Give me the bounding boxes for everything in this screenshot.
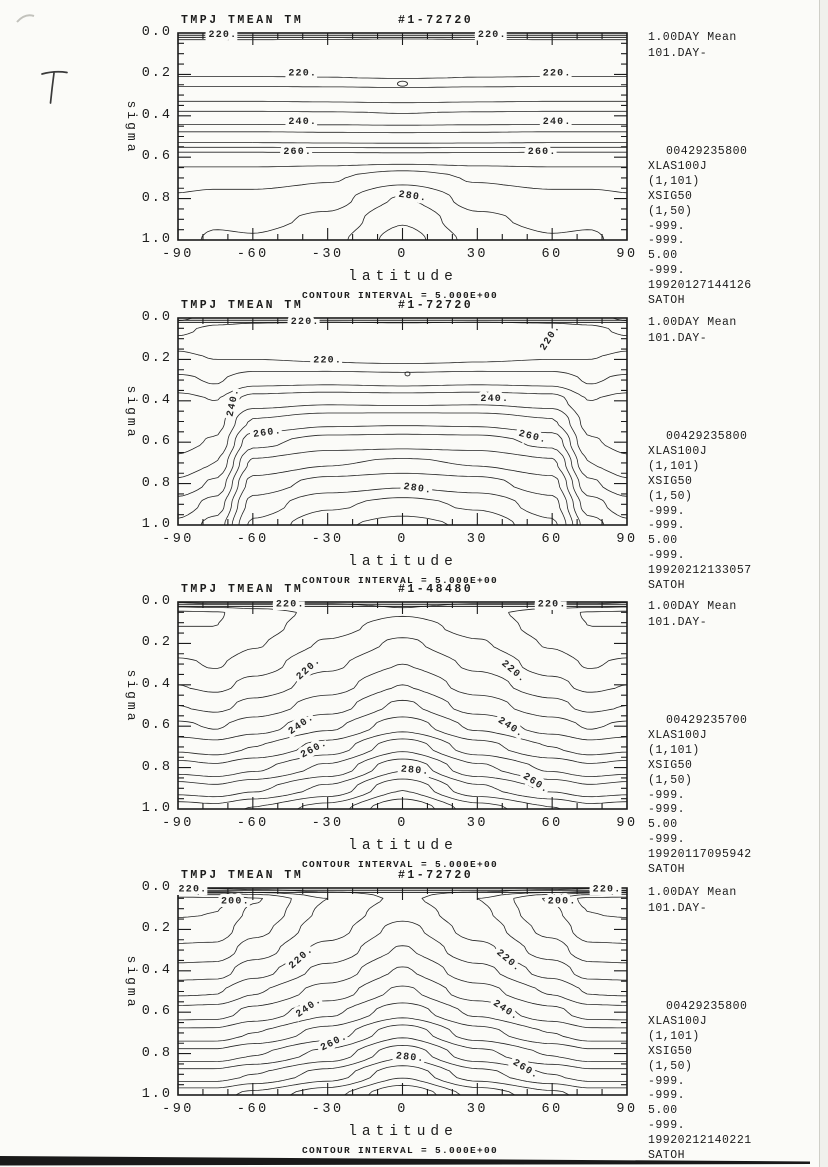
x-tick-label: -30 [311,532,344,547]
side-header-line: 1.00DAY Mean [648,600,737,613]
side-block-line: 00429235700 [666,714,748,727]
contour-label: 240. [288,117,318,129]
side-block-line: (1,101) [648,459,700,473]
contour-label: 260. [517,428,548,447]
x-tick-label: -30 [311,247,344,262]
side-block-line: SATOH [648,579,686,593]
x-axis-label: latitude [348,1124,458,1140]
side-block-line: -999. [648,519,686,533]
x-tick-label: 0 [397,816,408,831]
side-block-line: 5.00 [648,1104,678,1118]
y-tick-label: 0.2 [141,921,172,937]
x-tick-label: 90 [616,247,638,262]
y-tick-label: 0.2 [141,635,172,651]
scan-right-strip [820,0,828,1167]
x-tick-label: 0 [397,1102,408,1117]
side-annotation-block [648,145,752,309]
side-block-line: -999. [648,234,686,248]
contour-label: 220. [275,599,305,611]
axis-ticks [178,33,627,240]
contour-label: 280. [400,764,430,779]
y-tick-label: 0.4 [141,676,172,692]
contour-interval-caption: CONTOUR INTERVAL = 5.000E+00 [301,290,499,301]
contour-label: 260. [283,147,313,159]
side-block-line: SATOH [648,1149,686,1163]
x-tick-label: 30 [466,247,488,262]
y-axis-label: sigma [124,385,139,440]
contour-label: 220. [493,947,523,975]
x-tick-label: -90 [162,1102,194,1117]
contour-label: 260. [252,426,283,441]
contour-label: 220. [290,317,320,329]
contour-lines [178,603,627,809]
side-block-line: -999. [648,504,686,518]
y-tick-label: 0.8 [141,1045,172,1061]
contour-label: 240. [542,117,572,129]
x-tick-label: 60 [541,532,563,547]
y-tick-label: 0.4 [141,962,172,978]
side-block-line: 19920212140221 [648,1134,752,1148]
panel-title: TMPJ TMEAN TM [181,869,304,882]
side-block-line: XLAS100J [648,728,708,742]
side-block-line: SATOH [648,863,686,877]
y-axis-label: sigma [124,955,139,1010]
y-tick-label: 0.2 [141,351,172,367]
panel-run-id: #1-72720 [398,869,474,882]
contour-label: 220. [288,68,318,80]
side-annotation-header [648,885,737,917]
contour-label: 260. [319,1031,350,1055]
x-tick-label: 90 [616,532,638,547]
contour-label: 220. [287,944,317,973]
contour-label: 220. [208,30,238,42]
x-tick-label: -30 [311,816,344,831]
x-tick-label: -90 [162,532,194,547]
contour-label: 220. [498,658,528,686]
y-tick-label: 1.0 [141,517,172,532]
x-tick-label: 60 [541,1102,563,1117]
side-block-line: 5.00 [648,818,678,832]
side-block-line: -999. [648,803,686,817]
panel-run-id: #1-48480 [398,583,474,596]
side-block-line: XSIG50 [648,189,693,203]
y-tick-label: 1.0 [141,1087,172,1102]
side-block-line: 00429235800 [666,1000,748,1013]
side-annotation-block [648,1000,752,1164]
side-block-line: 19920117095942 [648,848,752,862]
x-tick-label: -30 [311,1102,344,1117]
contour-lines [178,888,627,1095]
x-tick-label: -60 [236,816,269,831]
x-tick-label: 0 [397,247,408,262]
y-axis-label: sigma [124,669,139,724]
contour-label: 220. [477,30,507,42]
contour-label: 280. [402,481,433,497]
y-tick-label: 0.0 [141,310,172,325]
side-annotation-block [648,430,752,594]
contour-label: 240. [286,712,317,738]
plot-frame [178,318,627,525]
contour-label: 240. [495,715,526,741]
x-tick-label: -60 [236,1102,269,1117]
side-block-line: -999. [648,219,686,233]
contour-label: 240. [225,387,243,418]
plot-frame [178,599,627,809]
x-tick-label: -90 [162,816,194,831]
contour-lines [178,318,627,525]
axis-ticks [178,318,627,525]
side-block-line: (1,50) [648,773,693,787]
x-tick-label: 90 [616,1102,638,1117]
side-block-line: XLAS100J [648,444,708,458]
side-annotation-header [648,599,737,631]
y-tick-label: 0.0 [141,25,172,40]
side-block-line: (1,50) [648,1059,693,1073]
x-tick-label: 90 [616,816,638,831]
contour-label: 220. [542,68,572,80]
contour-label: 260. [527,147,557,159]
panel-run-id: #1-72720 [398,299,474,312]
side-block-line: SATOH [648,294,686,308]
x-tick-label: 30 [466,1102,488,1117]
side-block-line: -999. [648,1089,686,1103]
side-annotation-header [648,315,737,347]
y-tick-label: 1.0 [141,801,172,816]
y-tick-label: 0.6 [141,149,172,165]
contour-label: 220. [538,322,564,354]
contour-label: 220. [537,599,567,611]
plot-frame [178,888,627,1095]
side-header-line: 101.DAY- [648,616,708,629]
panel-title: TMPJ TMEAN TM [181,14,304,27]
y-tick-label: 0.2 [141,66,172,82]
y-axis-label: sigma [124,100,139,155]
side-header-line: 1.00DAY Mean [648,886,737,899]
contour-label: 200. [220,896,250,908]
y-tick-label: 0.0 [141,880,172,895]
pencil-smudge [17,15,34,22]
side-block-line: 19920212133057 [648,564,752,578]
x-tick-label: -60 [236,247,269,262]
side-block-line: -999. [648,788,686,802]
y-tick-label: 0.6 [141,434,172,450]
side-block-line: -999. [648,1074,686,1088]
contour-label: 220. [592,884,622,896]
contour-label: 260. [299,738,330,762]
contour-label: 240. [490,998,521,1024]
panel-run-id: #1-72720 [398,14,474,27]
x-axis-label: latitude [348,269,458,285]
x-tick-label: -60 [236,532,269,547]
axis-ticks [178,888,627,1095]
x-axis-label: latitude [348,554,458,570]
y-tick-label: 0.8 [141,475,172,491]
side-block-line: XSIG50 [648,474,693,488]
side-block-line: (1,50) [648,489,693,503]
side-block-line: -999. [648,549,686,563]
side-block-line: XSIG50 [648,1044,693,1058]
x-tick-label: 30 [466,816,488,831]
contour-interval-caption: CONTOUR INTERVAL = 5.000E+00 [301,575,499,586]
x-tick-label: -90 [162,247,194,262]
side-annotation-block [648,714,752,878]
side-block-line: 00429235800 [666,145,748,158]
side-block-line: 5.00 [648,249,678,263]
side-block-line: -999. [648,1119,686,1133]
side-block-line: (1,101) [648,174,700,188]
y-tick-label: 1.0 [141,232,172,247]
side-block-line: XLAS100J [648,1014,708,1028]
x-tick-label: 30 [466,532,488,547]
side-block-line: (1,101) [648,1029,700,1043]
contour-label: 200. [547,896,577,908]
y-tick-label: 0.6 [141,1004,172,1020]
side-annotation-header [648,30,737,62]
contour-label: 220. [313,355,343,367]
side-block-line: XLAS100J [648,159,708,173]
y-tick-label: 0.4 [141,107,172,123]
contour-label: 240. [480,393,510,405]
x-tick-label: 60 [541,816,563,831]
x-tick-label: 60 [541,247,563,262]
side-block-line: 19920127144126 [648,279,752,293]
side-header-line: 1.00DAY Mean [648,31,737,44]
y-tick-label: 0.6 [141,718,172,734]
contour-label: 220. [294,655,324,683]
contour-label: 280. [397,189,428,205]
panel-title: TMPJ TMEAN TM [181,583,304,596]
side-block-line: -999. [648,833,686,847]
side-header-line: 1.00DAY Mean [648,316,737,329]
handwritten-t-mark [42,72,67,103]
x-tick-label: 0 [397,532,408,547]
contour-interval-caption: CONTOUR INTERVAL = 5.000E+00 [301,1145,499,1156]
y-tick-label: 0.8 [141,190,172,206]
contour-label: 260. [510,1057,541,1083]
y-tick-label: 0.4 [141,392,172,408]
panel-title: TMPJ TMEAN TM [181,299,304,312]
contour-label: 280. [395,1051,426,1066]
side-block-line: 00429235800 [666,430,748,443]
plot-frame [178,33,627,240]
side-header-line: 101.DAY- [648,47,708,60]
side-block-line: 5.00 [648,534,678,548]
y-tick-label: 0.8 [141,759,172,775]
contour-label: 220. [178,884,208,896]
side-header-line: 101.DAY- [648,332,708,345]
x-axis-label: latitude [348,838,458,854]
tiny-contour-oval [398,81,408,86]
y-tick-label: 0.0 [141,594,172,609]
side-block-line: -999. [648,264,686,278]
contour-label: 260. [520,771,551,797]
contour-label: 240. [294,995,325,1021]
side-block-line: (1,50) [648,204,693,218]
axis-ticks [178,599,627,809]
side-block-line: XSIG50 [648,758,693,772]
contour-interval-caption: CONTOUR INTERVAL = 5.000E+00 [301,859,499,870]
side-block-line: (1,101) [648,743,700,757]
side-header-line: 101.DAY- [648,902,708,915]
